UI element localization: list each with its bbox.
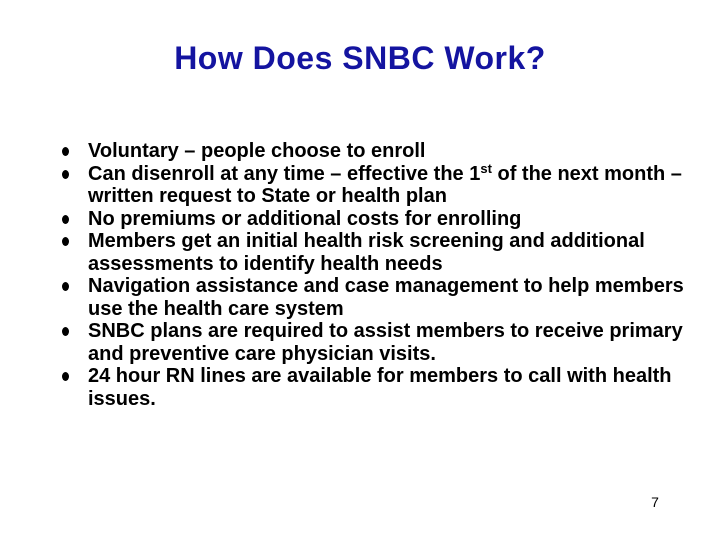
bullet-item: [60, 208, 700, 231]
bullet-icon: [62, 215, 69, 224]
bullet-item: [60, 365, 700, 410]
bullet-item: [60, 160, 700, 208]
bullet-icon: [62, 282, 69, 291]
bullet-icon: [62, 372, 69, 381]
bullet-text: Navigation assistance and case management to help members use the health care system: [88, 275, 684, 320]
bullet-text: No premiums or additional costs for enrolling: [88, 207, 522, 230]
slide-title: How Does SNBC Work?: [174, 40, 546, 76]
ordinal-superscript: st: [480, 160, 492, 176]
page-number: 7: [651, 494, 659, 510]
bullet-text: SNBC plans are required to assist members to receive primary and preventive care physician visits.: [88, 320, 683, 365]
bullet-item: [60, 230, 700, 275]
bullet-text: [88, 160, 682, 208]
bullet-text: 24 hour RN lines are available for members to call with health issues.: [88, 365, 672, 410]
bullet-text-after: of the next month – written request to State or health plan: [88, 162, 682, 207]
bullet-text: Members get an initial health risk screening and additional assessments to identify health needs: [88, 230, 645, 275]
bullet-icon: [62, 147, 69, 156]
bullet-item: [60, 275, 700, 320]
bullet-item: [60, 140, 700, 163]
bullet-icon: [62, 170, 69, 179]
bullet-text: Voluntary – people choose to enroll: [88, 140, 426, 162]
bullet-list: [60, 140, 700, 410]
bullet-item: [60, 320, 700, 365]
bullet-icon: [62, 327, 69, 336]
bullet-icon: [62, 237, 69, 246]
bullet-text-before: Can disenroll at any time – effective the 1: [88, 162, 481, 185]
